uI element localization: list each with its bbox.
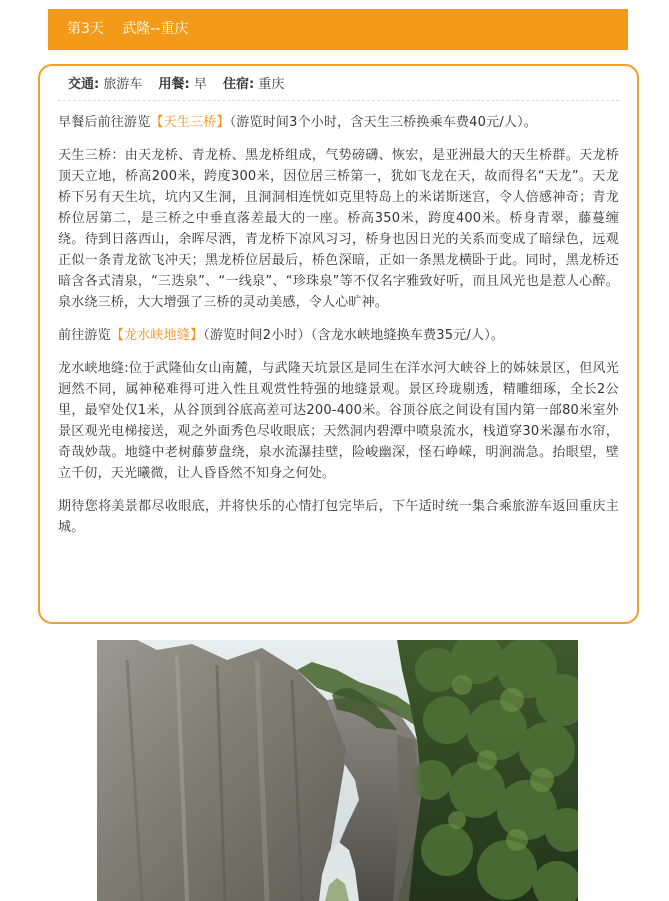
itinerary-card <box>38 64 639 624</box>
stay-value: 重庆 <box>258 77 285 92</box>
meal-info <box>159 77 212 92</box>
info-row <box>58 73 619 101</box>
transport-info <box>68 77 147 92</box>
paragraph-bridges-description: 天生三桥：由天龙桥、青龙桥、黑龙桥组成，气势磅礴、恢宏，是亚洲最大的天生桥群。天龙桥顶天立地，桥高200米，跨度300米，因位居三桥第一，犹如飞龙在天，故而得名“天龙”。天龙桥下另有天生坑，坑内又生洞，且洞洞相连恍如克里特岛上的米诺斯迷宫，令人倍感神奇；青龙桥位居第二，是三桥之中垂直落差最大的一座。桥高350米，跨度400米。桥身青翠，藤蔓缠绕。待到日落西山，余晖尽洒，青龙桥下凉风习习，桥身也因日光的关系而变成了暗绿色，远观正似一条青龙欲飞冲天；黑龙桥位居最后，桥色深暗，正如一条黑龙横卧于此。同时，黑龙桥还暗含各式清泉，“三迭泉”、“一线泉”、“珍珠泉”等不仅名字雅致好听，而且风光也是惹人心醉。泉水绕三桥，大大增强了三桥的灵动美感，令人心旷神。 <box>58 148 619 310</box>
attraction-link-three-bridges: 【天生三桥】 <box>150 115 230 130</box>
p1-text-post: （游览时间3个小时，含天生三桥换乘车费40元/人）。 <box>229 115 538 130</box>
transport-value: 旅游车 <box>103 77 143 92</box>
paragraph-return: 期待您将美景都尽收眼底，并将快乐的心情打包完毕后，下午适时统一集合乘旅游车返回重庆主城。 <box>58 499 619 535</box>
attraction-link-longshuixia: 【龙水峡地缝】 <box>110 328 204 343</box>
paragraph-visit-crevice <box>58 325 619 346</box>
meal-label: 用餐: <box>158 77 190 92</box>
paragraph-visit-bridges <box>58 112 619 133</box>
stay-label: 住宿: <box>223 77 255 92</box>
meal-value: 早 <box>193 77 207 92</box>
transport-label: 交通: <box>68 77 100 92</box>
paragraph-crevice-description: 龙水峡地缝:位于武隆仙女山南麓，与武隆天坑景区是同生在洋水河大峡谷上的姊妹景区，但风光迥然不同，属神秘难得可进入性且观赏性特强的地缝景观。景区玲珑剔透，精雕细琢，全长2公里，最窄处仅1米，从谷顶到谷底高差可达200-400米。谷顶谷底之间设有国内第一部80米室外景区观光电梯接送，观之外面秀色尽收眼底；天然洞内碧潭中喷泉流水，栈道穿30米瀑布水帘，奇哉妙哉。地缝中老树藤萝盘绕，泉水流瀑挂壁，险峻幽深，怪石峥嵘，明涧湍急。抬眼望，壁立千仞，天光曦微，让人昏昏然不知身之何处。 <box>58 361 619 481</box>
stay-info <box>223 77 284 92</box>
day-number: 第3天 <box>67 21 104 37</box>
p1-text-pre: 早餐后前往游览 <box>58 115 151 130</box>
day-route: 武隆--重庆 <box>122 21 189 37</box>
scenery-photo <box>97 640 578 901</box>
p3-text-post: （游览时间2小时）（含龙水峡地缝换车费35元/人）。 <box>203 328 505 343</box>
p3-text-pre: 前往游览 <box>58 328 111 343</box>
day-header-bar <box>48 9 628 50</box>
